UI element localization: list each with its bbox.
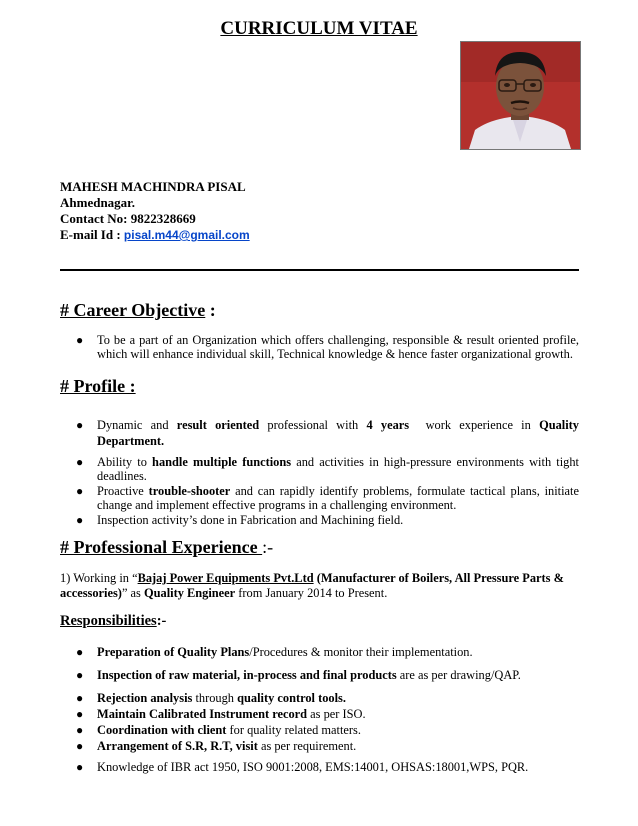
contact-block — [60, 179, 250, 243]
bullet-icon: ● — [76, 691, 84, 705]
text-run: are as per drawing/QAP. — [396, 668, 521, 682]
bullet-icon: ● — [76, 513, 84, 527]
bullet-icon: ● — [76, 707, 84, 721]
experience-title: # Professional Experience — [60, 537, 263, 557]
text-run: handle multiple functions — [152, 455, 292, 469]
list-item — [60, 759, 579, 775]
text-run: Inspection of raw material, in-process and final products — [97, 668, 397, 682]
text-run: work experience in — [409, 418, 540, 432]
bullet-icon: ● — [76, 645, 84, 659]
text-run: and activities in high-pressure environments with tight deadlines. — [97, 455, 579, 483]
job-role: Quality Engineer — [143, 586, 236, 600]
company-name: Bajaj Power Equipments Pvt.Ltd — [137, 571, 314, 585]
list-item — [60, 455, 579, 483]
text-run: 1) Working in “ — [60, 571, 138, 585]
experience-heading — [60, 537, 273, 558]
bullet-icon: ● — [76, 723, 84, 737]
text-run: Maintain Calibrated Instrument record — [97, 707, 308, 721]
email-line — [60, 227, 250, 243]
text-run: Rejection analysis — [97, 691, 193, 705]
company-description: (Manufacturer of Boilers, All Pressure Parts & accessories) — [60, 571, 564, 600]
candidate-city: Ahmednagar. — [60, 195, 136, 210]
text-run: ” as — [121, 586, 144, 600]
bullet-icon: ● — [76, 455, 84, 469]
career-objective-title: # Career Objective — [60, 300, 206, 320]
list-item — [60, 484, 579, 512]
bullet-icon: ● — [76, 760, 84, 774]
text-run: Quality Department. — [97, 418, 579, 448]
email-label: E-mail Id : — [60, 227, 121, 242]
experience-suffix: :- — [262, 537, 274, 557]
career-objective-list — [60, 333, 579, 361]
text-run: for quality related matters. — [226, 723, 361, 737]
career-objective-heading — [60, 300, 216, 321]
text-run: and can rapidly identify problems, formulate tactical plans, initiate change and implement effective programs in a challenging environment. — [97, 484, 579, 512]
profile-photo — [460, 41, 581, 150]
text-run: quality control tools. — [237, 691, 346, 705]
candidate-name: MAHESH MACHINDRA PISAL — [60, 179, 246, 194]
work-entry — [60, 571, 579, 601]
document-title: CURRICULUM VITAE — [220, 18, 418, 39]
text-run: Proactive — [97, 484, 149, 498]
responsibilities-suffix: :- — [156, 613, 167, 629]
list-item — [60, 667, 579, 683]
list-item — [60, 333, 579, 361]
career-objective-suffix: : — [205, 300, 216, 320]
email-link[interactable]: pisal.m44@gmail.com — [123, 228, 250, 242]
text-run: /Procedures & monitor their implementation. — [249, 645, 473, 659]
responsibilities-list — [60, 644, 579, 775]
text-run: Preparation of Quality Plans — [97, 645, 250, 659]
text-run: result oriented — [176, 418, 260, 432]
text-run: Knowledge of IBR act 1950, ISO 9001:2008, EMS:14001, OHSAS:18001,WPS, PQR. — [97, 760, 529, 774]
bullet-icon: ● — [76, 418, 84, 432]
phone-number: 9822328669 — [130, 211, 196, 226]
divider-rule — [60, 269, 579, 271]
text-run: Inspection activity’s done in Fabrication and Machining field. — [97, 513, 404, 527]
profile-list — [60, 417, 579, 527]
text-run: through — [192, 691, 238, 705]
text-run: Dynamic and — [97, 418, 177, 432]
bullet-icon: ● — [76, 668, 84, 682]
list-item — [60, 706, 579, 722]
list-item — [60, 417, 579, 449]
text-run: as per ISO. — [307, 707, 366, 721]
list-item — [60, 513, 579, 527]
responsibilities-title: Responsibilities — [60, 613, 157, 629]
bullet-icon: ● — [76, 333, 84, 347]
career-objective-text: To be a part of an Organization which offers challenging, responsible & result oriented profile, which will enhance individual skill, Technical knowledge & hence faster organizational growth. — [97, 333, 579, 361]
text-run: trouble-shooter — [148, 484, 231, 498]
text-run: as per requirement. — [257, 739, 357, 753]
list-item — [60, 738, 579, 754]
text-run: Arrangement of S.R, R.T, visit — [97, 739, 258, 753]
text-run: Ability to — [97, 455, 153, 469]
text-run: professional with — [259, 418, 367, 432]
text-run: 4 years — [366, 418, 410, 432]
bullet-icon: ● — [76, 739, 84, 753]
portrait-image — [461, 42, 580, 149]
phone-line — [60, 211, 250, 227]
responsibilities-heading — [60, 613, 166, 630]
text-run: from January 2014 to Present. — [235, 586, 388, 600]
list-item — [60, 644, 579, 660]
list-item — [60, 690, 579, 706]
bullet-icon: ● — [76, 484, 84, 498]
text-run: Coordination with client — [97, 723, 227, 737]
phone-label: Contact No: — [60, 211, 128, 226]
list-item — [60, 722, 579, 738]
profile-heading: # Profile : — [60, 376, 136, 396]
